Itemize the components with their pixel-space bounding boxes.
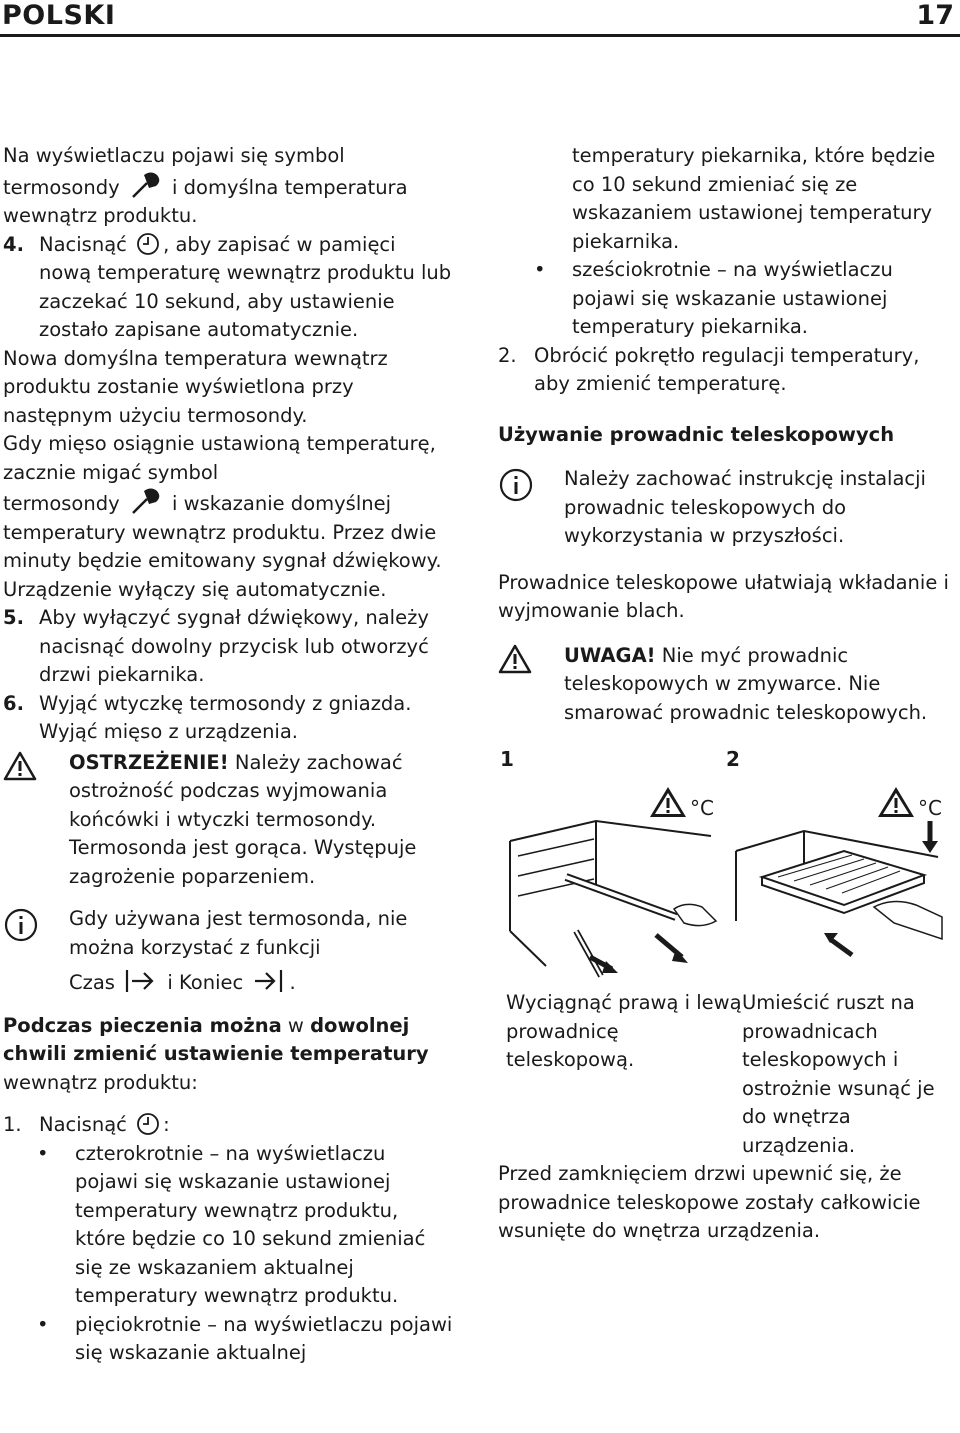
section-heading-telescopic: Używanie prowadnic teleskopowych — [498, 422, 895, 446]
hot-surface-warning-icon — [878, 787, 914, 817]
paragraph-default-temp: Nowa domyślna temperatura wewnątrz produktu zostanie wyświetlona przy następnym użyciu termosondy. — [3, 346, 388, 427]
step-4: 4. Nacisnąć , aby zapisać w pamięci nową temperaturę wewnątrz produktu lub zaczekać 10 sekund, aby ustawienie zostało zapisane automatycznie. — [3, 232, 452, 341]
caution-note: UWAGA! Nie myć prowadnic teleskopowych w zmywarce. Nie smarować prowadnic teleskopowych. — [498, 642, 950, 728]
info-note-telescopic: Należy zachować instrukcję instalacji prowadnic teleskopowych do wykorzystania w przyszłości. — [498, 465, 950, 551]
figure-1-caption: Wyciągnąć prawą i lewą prowadnicę teleskopową. — [506, 991, 742, 1071]
bullet-six-times: • sześciokrotnie – na wyświetlaczu pojawi się wskazanie ustawionej temperatury piekarnika. — [534, 258, 893, 338]
caution-label: UWAGA! — [564, 643, 656, 667]
step-2: 2. Obrócić pokrętło regulacji temperatury, aby zmienić temperaturę. — [498, 343, 920, 395]
figure-2-label: 2 — [726, 747, 740, 771]
clock-icon — [136, 232, 160, 256]
clock-icon — [136, 1112, 160, 1136]
meat-probe-icon — [129, 487, 163, 515]
bullet-five-times: • pięciokrotnie – na wyświetlaczu pojawi się wskazanie aktualnej — [37, 1312, 453, 1364]
info-icon — [498, 467, 534, 503]
bullet-continuation: temperatury piekarnika, które będzie co 10 sekund zmieniać się ze wskazaniem ustawionej temperatury piekarnika. — [572, 144, 936, 253]
warning-icon — [498, 644, 532, 674]
step-1: 1. Nacisnąć : — [3, 1113, 170, 1136]
degree-celsius-label: °C — [918, 796, 942, 820]
paragraph-meat-done: Gdy mięso osiągnie ustawioną temperaturę, zacznie migać symbol termosondy i wskazanie domyślnej temperatury wewnątrz produktu. Przez dwie minuty będzie emitowany sygnał dźwiękowy. Urządzenie wyłączy się automatycznie. — [3, 432, 442, 601]
page-header — [0, 0, 960, 37]
section-title: POLSKI — [2, 0, 116, 31]
figure-1-label: 1 — [500, 747, 514, 771]
figure-2-caption: Umieścić ruszt na prowadnicach teleskopowych i ostrożnie wsunąć je do wnętrza urządzenia. — [742, 991, 935, 1157]
left-column — [3, 142, 453, 1368]
info-note: Gdy używana jest termosonda, nie można korzystać z funkcji Czas i Koniec . — [3, 905, 453, 998]
step-5: 5. Aby wyłączyć sygnał dźwiękowy, należy nacisnąć dowolny przycisk lub otworzyć drzwi piekarnika. — [3, 606, 429, 686]
meat-probe-icon — [129, 171, 163, 199]
illustrations — [498, 741, 950, 981]
right-column — [498, 142, 950, 1246]
paragraph-telescopic: Prowadnice teleskopowe ułatwiają wkładanie i wyjmowanie blach. — [498, 570, 949, 622]
end-time-icon — [252, 968, 286, 994]
closing-paragraph: Przed zamknięciem drzwi upewnić się, że prowadnice teleskopowe zostały całkowicie wsunięte do wnętrza urządzenia. — [498, 1162, 921, 1242]
bullet-four-times: • czterokrotnie – na wyświetlaczu pojawi się wskazanie ustawionej temperatury wewnątrz produktu, które będzie co 10 sekund zmieniać się ze wskazaniem aktualnej temperatury wewnątrz produktu. — [37, 1141, 426, 1307]
duration-icon — [124, 968, 158, 994]
warning-icon — [3, 751, 37, 781]
hot-surface-warning-icon — [650, 787, 686, 817]
info-icon — [3, 907, 39, 943]
section-heading-change-temp: Podczas pieczenia można w dowolnej chwili zmienić ustawienie temperatury wewnątrz produktu: — [3, 1013, 429, 1094]
warning-label: OSTRZEŻENIE! — [69, 750, 229, 774]
step-6: 6. Wyjąć wtyczkę termosondy z gniazda. Wyjąć mięso z urządzenia. — [3, 691, 412, 743]
degree-celsius-label: °C — [690, 796, 714, 820]
page-number: 17 — [916, 0, 954, 31]
figure-captions — [498, 989, 950, 1160]
figure-1-pull-out-rails — [506, 781, 726, 991]
intro-paragraph: Na wyświetlaczu pojawi się symbol termosondy i domyślna temperatura wewnątrz produktu. — [3, 144, 408, 227]
figure-2-insert-shelf — [734, 781, 950, 991]
warning-note: OSTRZEŻENIE! Należy zachować ostrożność podczas wyjmowania końcówki i wtyczki termosondy. Termosonda jest gorąca. Występuje zagrożenie poparzeniem. — [3, 749, 453, 892]
